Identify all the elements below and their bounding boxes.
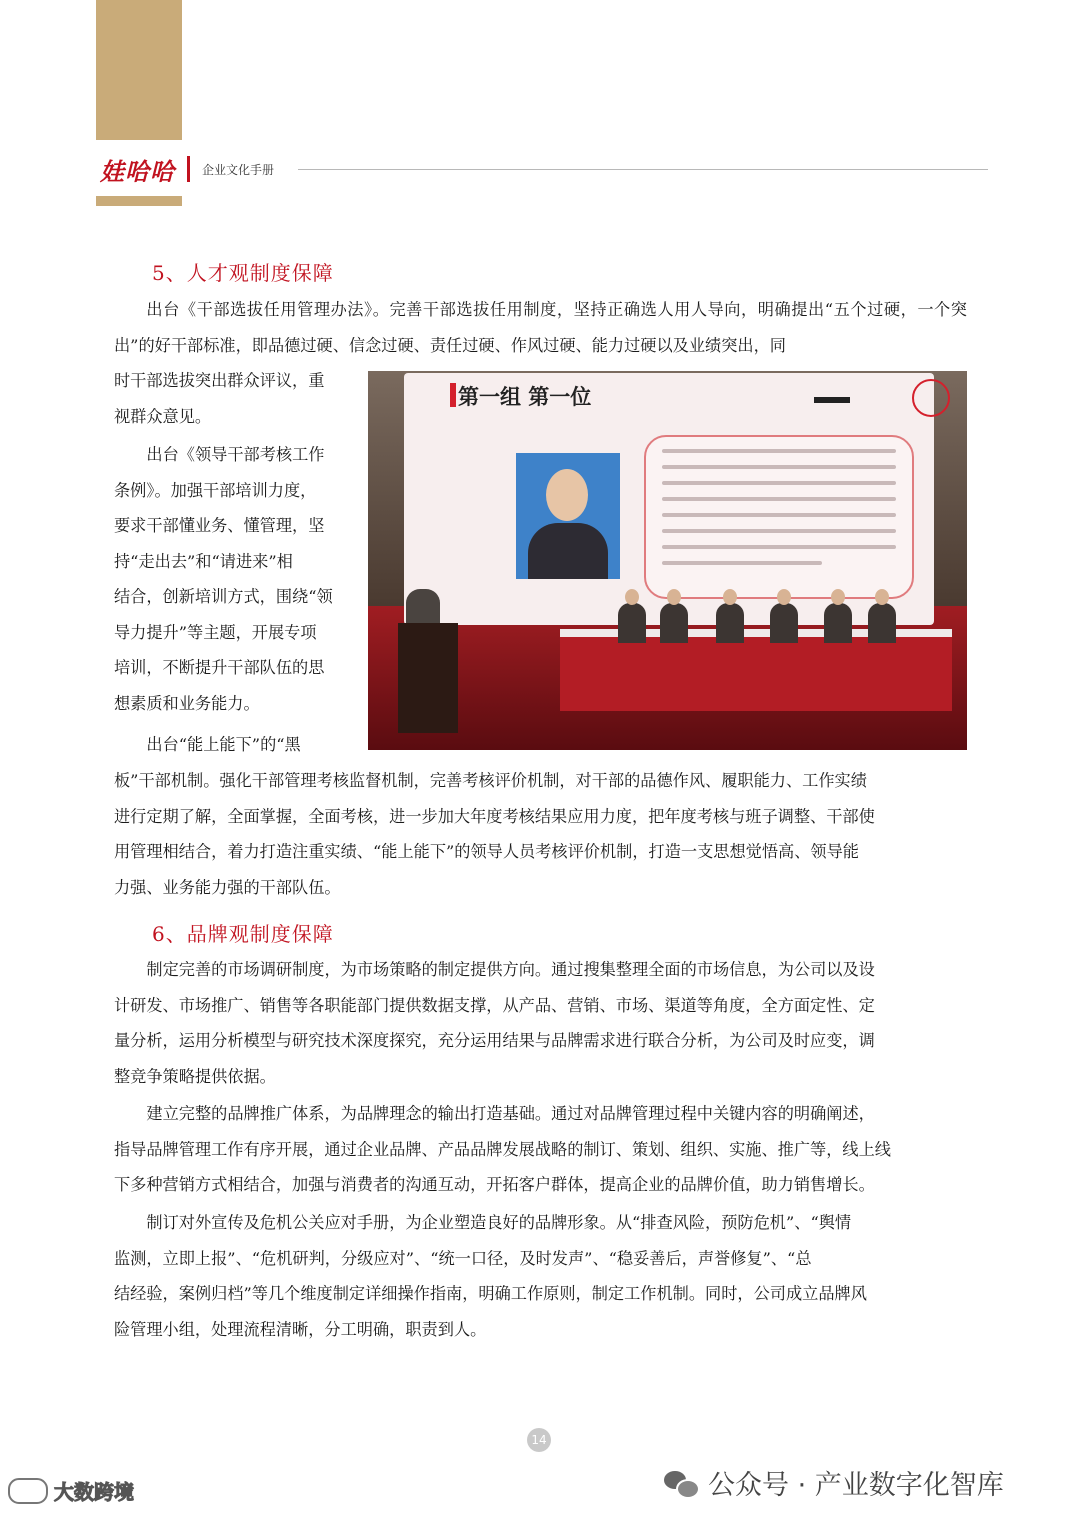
watermark-logo-icon (8, 1478, 48, 1504)
header-subtitle: 企业文化手册 (202, 162, 275, 177)
corner-watermark: 大数跨境 (8, 1476, 134, 1505)
portrait-photo (516, 453, 620, 579)
page-number: 14 (527, 1428, 551, 1452)
wechat-watermark: 公众号 · 产业数字化智库 (664, 1463, 1004, 1502)
paragraph: 建立完整的品牌推广体系，为品牌理念的输出打造基础。通过对品牌管理过程中关键内容的明确阐述， 指导品牌管理工作有序开展，通过企业品牌、产品品牌发展战略的制订、策划、组织、实施、推广等，线上线 下多种营销方式相结合，加强与消费者的沟通互动，开拓客户群体，提高企业的品牌价值，助力销售增长。 (114, 1104, 891, 1194)
paragraph: 出台《干部选拔任用管理办法》。完善干部选拔任用制度，坚持正确选人用人导向，明确提出“五个过硬，一个突出”的好干部标准，即品德过硬、信念过硬、责任过硬、作风过硬、能力过硬以及业绩突出，同 (114, 300, 967, 355)
header-gold-bar (96, 0, 182, 140)
screen-title: 第一组 第一位 (458, 385, 592, 409)
presidium-table (560, 637, 952, 711)
paragraph: 制定完善的市场调研制度，为市场策略的制定提供方向。通过搜集整理全面的市场信息，为公司以及设 计研发、市场推广、销售等各职能部门提供数据支撑，从产品、营销、市场、渠道等角度，全方面定性、定 量分析，运用分析模型与研究技术深度探究，充分运用结果与品牌需求进行联合分析，为公司及时应变，调 整竞争策略提供依据。 (114, 960, 875, 1086)
header-rule (298, 169, 988, 170)
header-gold-accent (96, 196, 182, 206)
bio-box (644, 435, 914, 599)
brand-logo: 娃哈哈 (100, 157, 175, 186)
running-header (100, 152, 274, 186)
paragraph-wrap: 时干部选拔突出群众评议，重 视群众意见。 (114, 371, 325, 426)
section-title-5: 5、人才观制度保障 (152, 261, 334, 285)
paragraph: 制订对外宣传及危机公关应对手册，为企业塑造良好的品牌形象。从“排查风险，预防危机”、“舆情 监测，立即上报”、“危机研判，分级应对”、“统一口径，及时发声”、“稳妥善后，声誉修复”、“总 结经验，案例归档”等几个维度制定详细操作指南，明确工作原则，制定工作机制。同时，公司成立品牌风 险管理小组，处理流程清晰，分工明确，职责到人。 (114, 1213, 867, 1339)
conference-photo (368, 371, 967, 750)
wechat-icon (664, 1469, 698, 1497)
header-divider (187, 156, 190, 182)
company-logo-icon (912, 379, 950, 417)
section-title-6: 6、品牌观制度保障 (152, 922, 334, 946)
podium (398, 623, 458, 733)
paragraph: 出台“能上能下”的“黑 (146, 735, 301, 754)
paragraph-continued: 板”干部机制。强化干部管理考核监督机制，完善考核评价机制，对干部的品德作风、履职能力、工作实绩 进行定期了解，全面掌握，全面考核，进一步加大年度考核结果应用力度，把年度考核与班子调整、干部使 用管理相结合，着力打造注重实绩、“能上能下”的领导人员考核评价机制，打造一支思想觉悟高、领导能 力强、业务能力强的干部队伍。 (114, 771, 875, 897)
projection-screen (404, 373, 934, 625)
paragraph: 出台《领导干部考核工作 条例》。加强干部培训力度， 要求干部懂业务、懂管理，坚 持“走出去”和“请进来”相 结合，创新培训方式，围绕“领 导力提升”等主题，开展专项 培训，不断提升干部队伍的思 想素质和业务能力。 (114, 445, 333, 713)
